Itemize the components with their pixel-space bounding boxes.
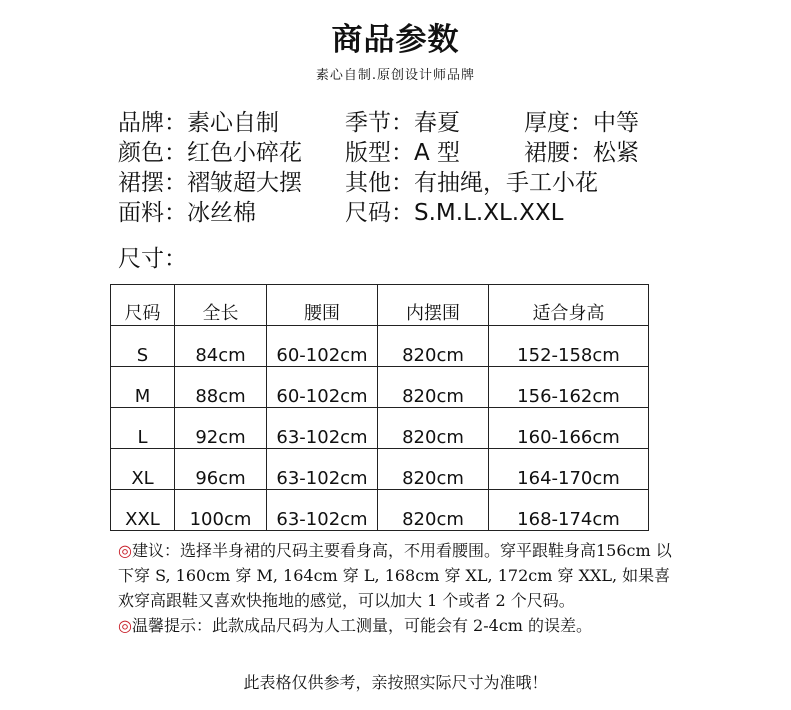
param-fit: 版型：A 型 bbox=[345, 140, 461, 166]
cell-hem: 820cm bbox=[378, 367, 489, 408]
notes-section bbox=[118, 538, 678, 638]
table-row bbox=[111, 326, 649, 367]
table-row bbox=[111, 367, 649, 408]
size-section-label: 尺寸： bbox=[118, 246, 187, 272]
cell-size: XL bbox=[111, 449, 175, 490]
cell-waist: 63-102cm bbox=[267, 449, 378, 490]
header-size: 尺码 bbox=[111, 285, 175, 326]
cell-size: M bbox=[111, 367, 175, 408]
header-waist: 腰围 bbox=[267, 285, 378, 326]
cell-waist: 63-102cm bbox=[267, 490, 378, 531]
cell-hem: 820cm bbox=[378, 326, 489, 367]
brand-subtitle: 素心自制.原创设计师品牌 bbox=[315, 68, 476, 83]
param-sizes: 尺码：S.M.L.XL.XXL bbox=[345, 200, 564, 226]
header-height: 适合身高 bbox=[489, 285, 649, 326]
cell-height: 156-162cm bbox=[489, 367, 649, 408]
param-fabric: 面料：冰丝棉 bbox=[118, 200, 256, 226]
tip-text: 温馨提示：此款成品尺码为人工测量，可能会有 2-4cm 的误差。 bbox=[131, 616, 593, 635]
param-thickness: 厚度：中等 bbox=[524, 110, 639, 136]
cell-hem: 820cm bbox=[378, 449, 489, 490]
cell-length: 88cm bbox=[175, 367, 267, 408]
tip-note bbox=[118, 613, 678, 638]
advice-text: 建议：选择半身裙的尺码主要看身高，不用看腰围。穿平跟鞋身高156cm 以下穿 S, 160cm 穿 M, 164cm 穿 L, 168cm 穿 XL, 172cm 穿 XXL, 如果喜欢穿高跟鞋又喜欢快拖地的感觉，可以加大 1 个或者 2 个尺码。 bbox=[118, 541, 672, 610]
bullet-mark-icon: ◎ bbox=[118, 541, 132, 560]
header-length: 全长 bbox=[175, 285, 267, 326]
param-hem: 裙摆：褶皱超大摆 bbox=[118, 170, 302, 196]
cell-height: 164-170cm bbox=[489, 449, 649, 490]
size-table bbox=[110, 284, 649, 531]
cell-length: 96cm bbox=[175, 449, 267, 490]
advice-note bbox=[118, 538, 678, 613]
cell-hem: 820cm bbox=[378, 490, 489, 531]
cell-length: 84cm bbox=[175, 326, 267, 367]
cell-hem: 820cm bbox=[378, 408, 489, 449]
table-header-row bbox=[111, 285, 649, 326]
param-waist: 裙腰：松紧 bbox=[524, 140, 639, 166]
cell-length: 92cm bbox=[175, 408, 267, 449]
header-hem: 内摆围 bbox=[378, 285, 489, 326]
cell-size: L bbox=[111, 408, 175, 449]
table-row bbox=[111, 449, 649, 490]
cell-height: 160-166cm bbox=[489, 408, 649, 449]
cell-waist: 60-102cm bbox=[267, 367, 378, 408]
page-title: 商品参数 bbox=[331, 22, 460, 58]
table-row bbox=[111, 408, 649, 449]
table-row bbox=[111, 490, 649, 531]
param-color: 颜色：红色小碎花 bbox=[118, 140, 302, 166]
param-other: 其他：有抽绳，手工小花 bbox=[345, 170, 598, 196]
cell-waist: 63-102cm bbox=[267, 408, 378, 449]
param-season: 季节：春夏 bbox=[345, 110, 460, 136]
bullet-mark-icon: ◎ bbox=[118, 616, 132, 635]
cell-size: XXL bbox=[111, 490, 175, 531]
cell-height: 168-174cm bbox=[489, 490, 649, 531]
cell-length: 100cm bbox=[175, 490, 267, 531]
param-brand: 品牌：素心自制 bbox=[118, 110, 279, 136]
reference-footer: 此表格仅供参考，亲按照实际尺寸为准哦！ bbox=[243, 673, 548, 692]
cell-waist: 60-102cm bbox=[267, 326, 378, 367]
cell-height: 152-158cm bbox=[489, 326, 649, 367]
cell-size: S bbox=[111, 326, 175, 367]
